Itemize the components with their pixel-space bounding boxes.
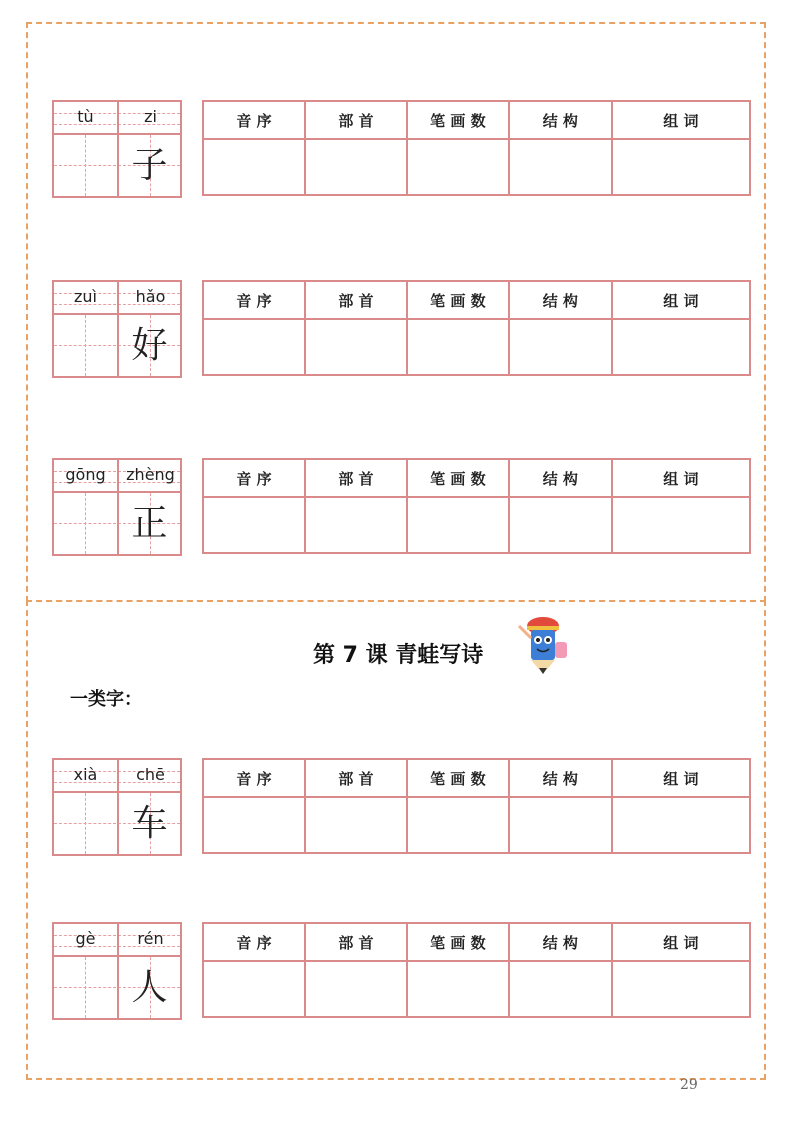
tianzige-box [52, 922, 182, 1020]
hanzi-character: 人 [131, 967, 168, 1008]
info-header: 音 序 [204, 282, 305, 319]
info-header: 笔 画 数 [407, 924, 509, 961]
answer-cell[interactable] [204, 961, 305, 1016]
info-header: 组 词 [612, 102, 749, 139]
info-header: 结 构 [509, 282, 612, 319]
info-table [202, 758, 751, 854]
hanzi-character: 子 [131, 145, 168, 186]
section-label: 一类字： [70, 689, 142, 710]
lesson-title: 第 7 课 青蛙写诗 [313, 643, 484, 668]
info-table [202, 280, 751, 376]
info-header: 部 首 [305, 102, 407, 139]
answer-cell[interactable] [612, 497, 749, 552]
info-header: 音 序 [204, 760, 305, 797]
info-header: 部 首 [305, 924, 407, 961]
info-header: 音 序 [204, 460, 305, 497]
answer-cell[interactable] [509, 961, 612, 1016]
tianzige-box [52, 758, 182, 856]
info-header: 组 词 [612, 282, 749, 319]
info-header: 笔 画 数 [407, 460, 509, 497]
tianzige-box [52, 458, 182, 556]
answer-cell[interactable] [305, 797, 407, 852]
answer-cell[interactable] [612, 139, 749, 194]
answer-cell[interactable] [305, 961, 407, 1016]
pinyin-right: chē [136, 765, 165, 784]
character-row [52, 100, 752, 198]
info-header: 笔 画 数 [407, 102, 509, 139]
answer-cell[interactable] [407, 961, 509, 1016]
info-header: 笔 画 数 [407, 282, 509, 319]
info-table [202, 100, 751, 196]
pinyin-left: xià [73, 765, 98, 784]
answer-cell[interactable] [204, 139, 305, 194]
answer-cell[interactable] [612, 797, 749, 852]
answer-cell[interactable] [407, 497, 509, 552]
info-header: 组 词 [612, 924, 749, 961]
answer-cell[interactable] [612, 319, 749, 374]
info-header: 结 构 [509, 924, 612, 961]
answer-cell[interactable] [612, 961, 749, 1016]
info-header: 部 首 [305, 760, 407, 797]
character-row [52, 922, 752, 1020]
answer-cell[interactable] [407, 139, 509, 194]
tianzige-box [52, 280, 182, 378]
info-header: 结 构 [509, 460, 612, 497]
character-row [52, 458, 752, 556]
info-header: 音 序 [204, 924, 305, 961]
info-header: 部 首 [305, 460, 407, 497]
pencil-mascot-icon [515, 612, 571, 676]
answer-cell[interactable] [407, 797, 509, 852]
info-header: 部 首 [305, 282, 407, 319]
character-row [52, 758, 752, 856]
info-table [202, 458, 751, 554]
info-table [202, 922, 751, 1018]
answer-cell[interactable] [509, 797, 612, 852]
info-header: 笔 画 数 [407, 760, 509, 797]
tianzige-box [52, 100, 182, 198]
character-row [52, 280, 752, 378]
pinyin-right: rén [137, 929, 164, 948]
hanzi-character: 车 [131, 803, 168, 844]
answer-cell[interactable] [204, 319, 305, 374]
info-header: 结 构 [509, 760, 612, 797]
pinyin-right: zi [144, 107, 157, 126]
answer-cell[interactable] [509, 139, 612, 194]
hanzi-character: 正 [131, 503, 168, 544]
info-header: 组 词 [612, 760, 749, 797]
info-header: 结 构 [509, 102, 612, 139]
answer-cell[interactable] [509, 319, 612, 374]
info-header: 组 词 [612, 460, 749, 497]
answer-cell[interactable] [407, 319, 509, 374]
pinyin-left: gè [75, 929, 96, 948]
info-header: 音 序 [204, 102, 305, 139]
answer-cell[interactable] [305, 497, 407, 552]
answer-cell[interactable] [305, 319, 407, 374]
pinyin-left: tù [77, 107, 94, 126]
pinyin-left: zuì [74, 287, 97, 306]
pinyin-right: zhèng [126, 465, 175, 484]
pinyin-left: gōng [65, 465, 106, 484]
hanzi-character: 好 [131, 325, 168, 366]
answer-cell[interactable] [204, 797, 305, 852]
answer-cell[interactable] [509, 497, 612, 552]
pinyin-right: hǎo [135, 287, 166, 306]
answer-cell[interactable] [204, 497, 305, 552]
page-number: 29 [680, 1077, 698, 1093]
answer-cell[interactable] [305, 139, 407, 194]
